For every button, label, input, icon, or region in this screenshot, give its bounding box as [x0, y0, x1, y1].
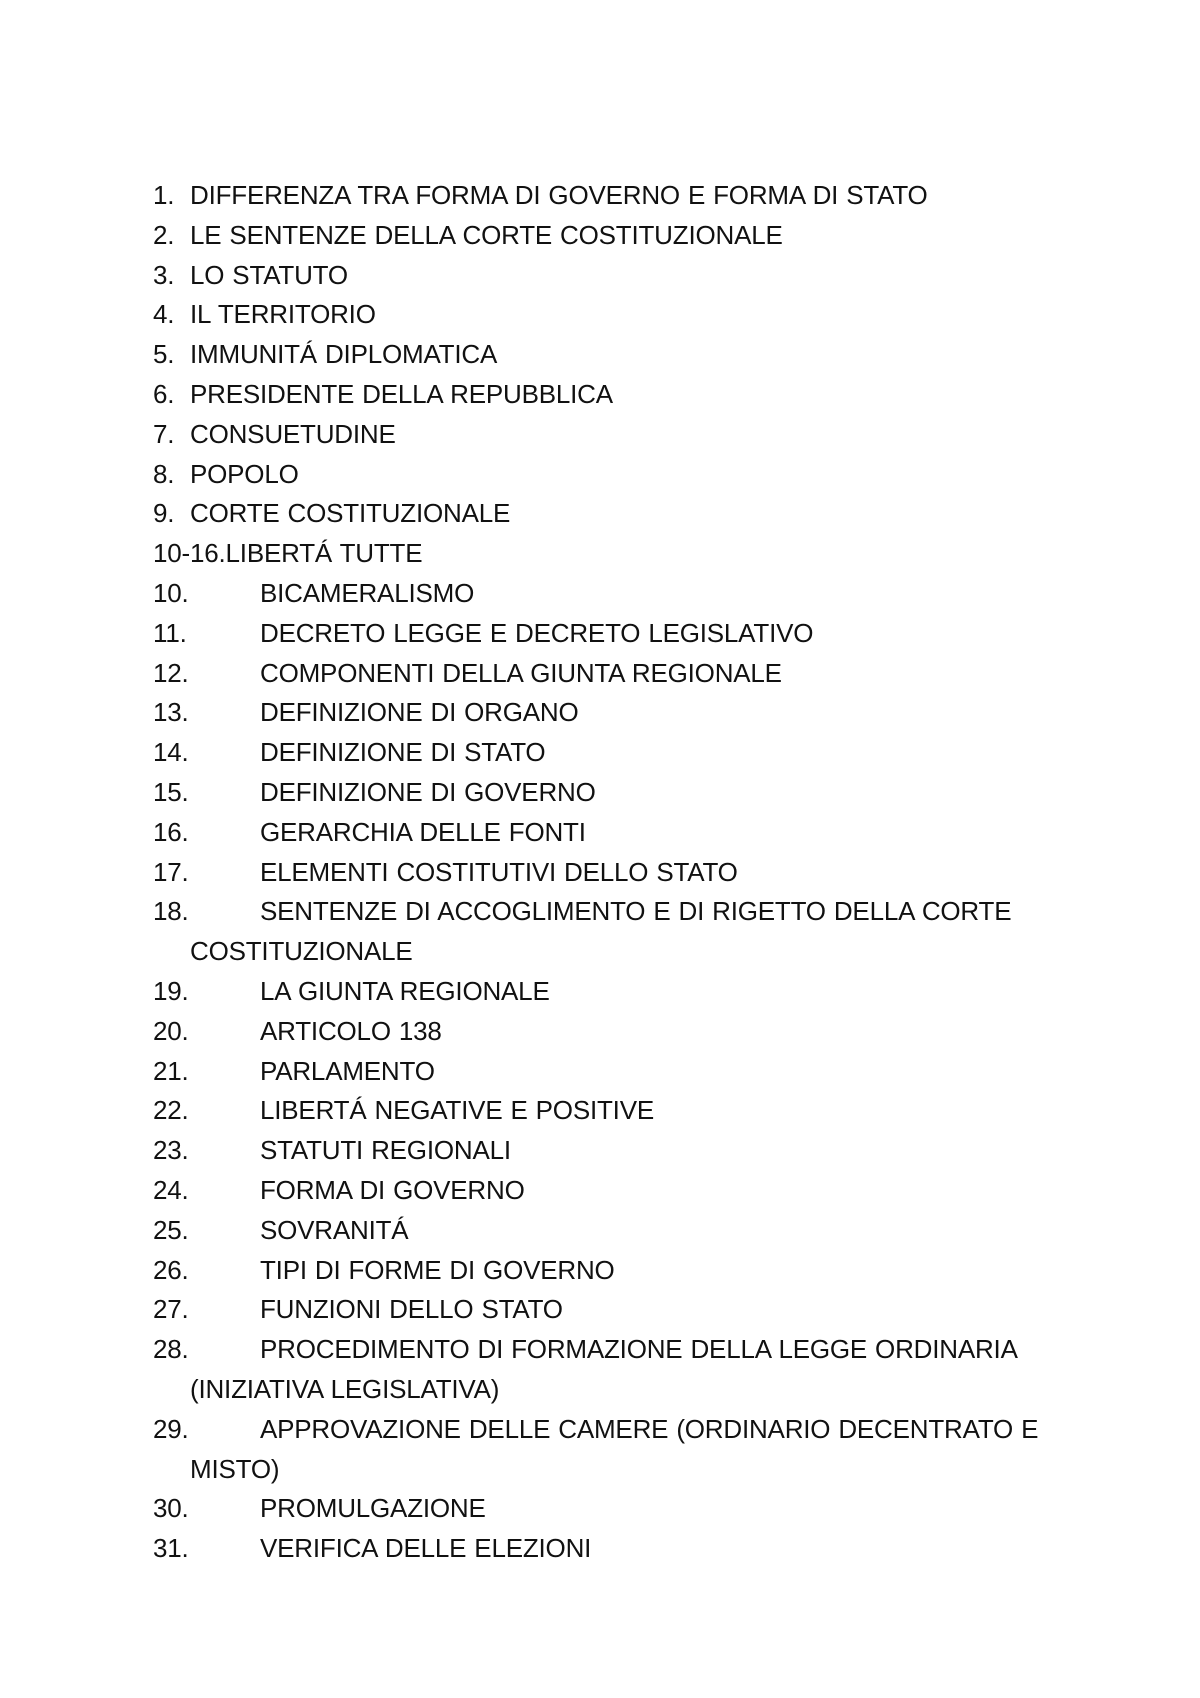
item-text: SENTENZE DI ACCOGLIMENTO E DI RIGETTO DELLA CORTE: [260, 896, 1012, 927]
list-item: [153, 335, 1073, 375]
item-text: GERARCHIA DELLE FONTI: [260, 816, 586, 847]
item-number: 8.: [153, 458, 175, 489]
item-number: 27.: [153, 1294, 189, 1325]
list-item: [153, 733, 1073, 773]
list-item: [153, 1171, 1073, 1211]
item-number: 3.: [153, 259, 175, 290]
list-item: [153, 1012, 1073, 1052]
list-item: [153, 1330, 1073, 1370]
list-item: [153, 773, 1073, 813]
list-item: [153, 455, 1073, 495]
item-number: 4.: [153, 299, 175, 330]
item-text: LO STATUTO: [190, 259, 348, 290]
item-text: IMMUNITÁ DIPLOMATICA: [190, 339, 498, 370]
item-text: PROMULGAZIONE: [260, 1493, 486, 1524]
item-number: 30.: [153, 1493, 189, 1524]
item-number: 18.: [153, 896, 189, 927]
list-item: [153, 1489, 1073, 1529]
item-number: 22.: [153, 1095, 189, 1126]
item-number: 10-16.: [153, 538, 226, 569]
list-item: [153, 813, 1073, 853]
item-number: 20.: [153, 1015, 189, 1046]
item-text: SOVRANITÁ: [260, 1214, 409, 1245]
item-text: PRESIDENTE DELLA REPUBBLICA: [190, 378, 613, 409]
item-text-continuation: (INIZIATIVA LEGISLATIVA): [190, 1373, 500, 1404]
item-number: 6.: [153, 378, 175, 409]
item-number: 15.: [153, 776, 189, 807]
item-number: 12.: [153, 657, 189, 688]
item-text: TIPI DI FORME DI GOVERNO: [260, 1254, 615, 1285]
list-item: [153, 1290, 1073, 1330]
list-item: [153, 1211, 1073, 1251]
item-text: CONSUETUDINE: [190, 418, 396, 449]
item-text-continuation: COSTITUZIONALE: [190, 936, 413, 967]
item-number: 1.: [153, 180, 175, 210]
list-item: [153, 614, 1073, 654]
list-item: [153, 1251, 1073, 1291]
list-item: [153, 654, 1073, 694]
list-item: [153, 892, 1073, 932]
item-text: COMPONENTI DELLA GIUNTA REGIONALE: [260, 657, 782, 688]
list-item: [153, 1131, 1073, 1171]
list-item: [153, 415, 1073, 455]
item-text: LIBERTÁ NEGATIVE E POSITIVE: [260, 1095, 654, 1126]
item-number: 21.: [153, 1055, 189, 1086]
item-text: CORTE COSTITUZIONALE: [190, 498, 511, 529]
list-item: [153, 853, 1073, 893]
item-text: FORMA DI GOVERNO: [260, 1174, 525, 1205]
item-number: 17.: [153, 856, 189, 887]
list-item: [153, 295, 1073, 335]
item-number: 19.: [153, 975, 189, 1006]
item-number: 5.: [153, 339, 175, 370]
list-item: [153, 693, 1073, 733]
item-number: 23.: [153, 1135, 189, 1166]
item-text: APPROVAZIONE DELLE CAMERE (ORDINARIO DECENTRATO E: [260, 1413, 1039, 1444]
item-text: DEFINIZIONE DI ORGANO: [260, 697, 579, 728]
list-item: [153, 1410, 1073, 1450]
item-text: DEFINIZIONE DI STATO: [260, 737, 546, 768]
item-number: 7.: [153, 418, 175, 449]
list-item: [153, 1091, 1073, 1131]
list-item: [153, 375, 1073, 415]
item-text: LE SENTENZE DELLA CORTE COSTITUZIONALE: [190, 219, 783, 250]
item-number: 28.: [153, 1334, 189, 1365]
item-text-continuation: MISTO): [190, 1453, 280, 1484]
item-text: PARLAMENTO: [260, 1055, 435, 1086]
item-text: LIBERTÁ TUTTE: [225, 538, 423, 569]
item-text: VERIFICA DELLE ELEZIONI: [260, 1533, 592, 1564]
item-number: 9.: [153, 498, 175, 529]
item-number: 29.: [153, 1413, 189, 1444]
list-item: [153, 176, 1073, 216]
list-item: [153, 494, 1073, 534]
item-text: PROCEDIMENTO DI FORMAZIONE DELLA LEGGE ORDINARIA: [260, 1334, 1018, 1365]
item-number: 13.: [153, 697, 189, 728]
item-number: 31.: [153, 1533, 189, 1564]
item-number: 14.: [153, 737, 189, 768]
item-text: ELEMENTI COSTITUTIVI DELLO STATO: [260, 856, 738, 887]
topic-list: [153, 176, 1073, 1569]
item-text: ARTICOLO 138: [260, 1015, 442, 1046]
item-number: 2.: [153, 219, 175, 250]
item-text: DEFINIZIONE DI GOVERNO: [260, 776, 596, 807]
list-item: [153, 574, 1073, 614]
item-text: DIFFERENZA TRA FORMA DI GOVERNO E FORMA DI STATO: [190, 180, 928, 210]
item-number: 16.: [153, 816, 189, 847]
list-item: [153, 972, 1073, 1012]
item-text: POPOLO: [190, 458, 299, 489]
item-number: 10.: [153, 577, 189, 608]
list-item: [153, 1529, 1073, 1569]
list-item: [153, 534, 1073, 574]
item-number: 26.: [153, 1254, 189, 1285]
item-number: 11.: [153, 617, 187, 648]
item-number: 24.: [153, 1174, 189, 1205]
item-text: STATUTI REGIONALI: [260, 1135, 511, 1166]
item-text: LA GIUNTA REGIONALE: [260, 975, 550, 1006]
item-text: IL TERRITORIO: [190, 299, 376, 330]
list-item: [153, 1052, 1073, 1092]
list-item: [153, 256, 1073, 296]
item-text: DECRETO LEGGE E DECRETO LEGISLATIVO: [260, 617, 814, 648]
list-item: [153, 216, 1073, 256]
item-text: FUNZIONI DELLO STATO: [260, 1294, 563, 1325]
item-text: BICAMERALISMO: [260, 577, 475, 608]
item-number: 25.: [153, 1214, 189, 1245]
